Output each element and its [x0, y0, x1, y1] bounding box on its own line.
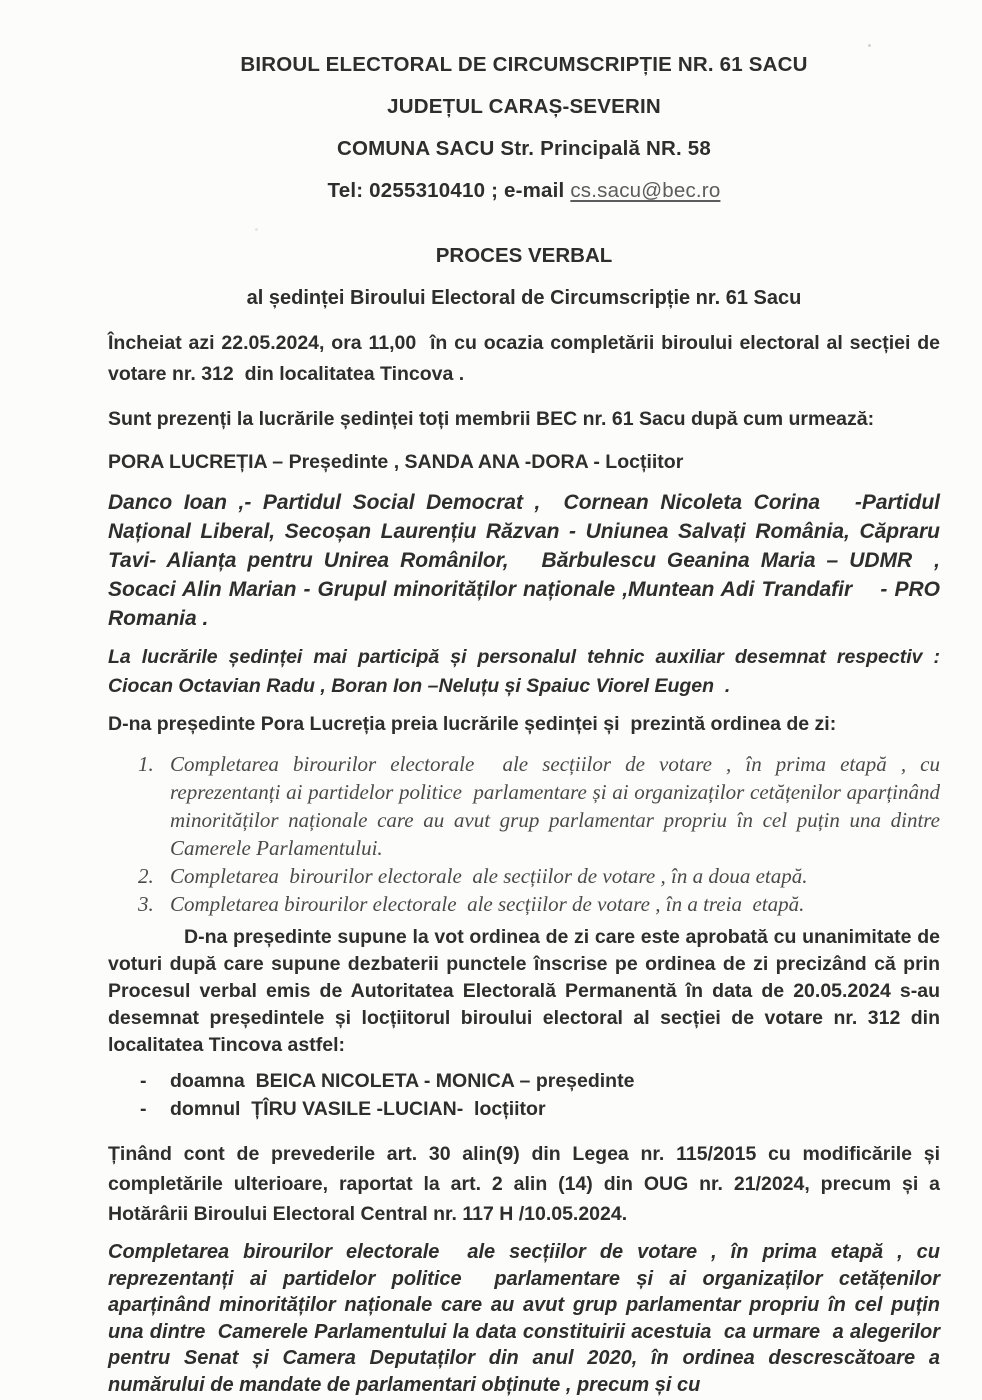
dash-bullet: -: [140, 1098, 147, 1120]
scan-speck: [255, 228, 258, 231]
designee-item: [140, 1067, 940, 1095]
paragraph-completare-final: Completarea birourilor electorale ale secțiilor de votare , în prima etapă , cu reprezentanți ai partidelor politice parlamentare și ai organizaților cetățenilor aparținând minorităților naționale care au avut grup parlamentar propriu în cel puțin una dintre Camerele Parlamentului la data constituirii acestuia ca urmare a alegerilor pentru Senat și Camera Deputaților din anul 2020, în ordinea descrescătoare a numărului de mandate de parlamentari obținute , precum și cu: [108, 1241, 946, 1396]
designee-list: [108, 1067, 940, 1123]
org-name: BIROUL ELECTORAL DE CIRCUMSCRIPȚIE NR. 61 SACU: [240, 53, 808, 76]
address-line: COMUNA SACU Str. Principală NR. 58: [337, 137, 711, 160]
paragraph-conducere: PORA LUCREȚIA – Președinte , SANDA ANA -DORA - Locțiitor: [108, 451, 684, 473]
designee-text: doamna BEICA NICOLETA - MONICA – președinte: [170, 1070, 635, 1092]
agenda-item-number: 2.: [138, 864, 154, 888]
paragraph-temei-legal: Ținând cont de prevederile art. 30 alin(9) din Legea nr. 115/2015 cu modificările și completările ulterioare, raportat la art. 2 alin (14) din OUG nr. 21/2024, precum și a Hotărârii Biroului Electoral Central nr. 117 H /10.05.2024.: [108, 1143, 946, 1225]
paragraph-supune-la-vot: D-na președinte supune la vot ordinea de zi care este aprobată cu unanimitate de voturi după care supune dezbaterii punctele înscrise pe ordinea de zi precizând că prin Procesul verbal emis de Autoritatea Electorală Permanentă în data de 20.05.2024 s-au desemnat președintele și locțiitorul biroului electoral al secției de votare nr. 312 din localitatea Tincova astfel:: [108, 926, 946, 1056]
agenda-list: [108, 750, 951, 918]
phone-label: Tel: 0255310410 ; e-mail: [327, 179, 571, 202]
letterhead: [108, 44, 940, 212]
agenda-item: [138, 750, 951, 862]
document-subtitle: al ședinței Biroului Electoral de Circumscripție nr. 61 Sacu: [246, 287, 802, 309]
designee-item: [140, 1095, 940, 1123]
paragraph-personal-tehnic: La lucrările ședinței mai participă și personalul tehnic auxiliar desemnat respectiv : Ciocan Octavian Radu , Boran Ion –Neluțu și Spaiuc Viorel Eugen .: [108, 646, 946, 697]
contact-line: [108, 170, 940, 212]
agenda-item-number: 3.: [138, 892, 154, 916]
paragraph-ordinea-de-zi: D-na președinte Pora Lucreția preia lucrările ședinței și prezintă ordinea de zi:: [108, 713, 837, 735]
county-line: JUDEȚUL CARAȘ-SEVERIN: [387, 95, 661, 118]
email-link[interactable]: cs.sacu@bec.ro: [570, 179, 721, 202]
agenda-item-text: Completarea birourilor electorale ale secțiilor de votare , în prima etapă , cu reprezentanți ai partidelor politice parlamentare și ai organizaților cetățenilor aparținând minorităților naționale care au avut grup parlamentar propriu în cel puțin una dintre Camerele Parlamentului.: [170, 752, 951, 860]
agenda-item-text: Completarea birourilor electorale ale secțiilor de votare , în a treia etapă.: [170, 892, 805, 916]
designee-text: domnul ȚÎRU VASILE -LUCIAN- locțiitor: [170, 1098, 546, 1120]
agenda-item-number: 1.: [138, 752, 154, 776]
agenda-item: [138, 862, 940, 890]
agenda-item-text: Completarea birourilor electorale ale secțiilor de votare , în a doua etapă.: [170, 864, 808, 888]
paragraph-incheiat: Încheiat azi 22.05.2024, ora 11,00 în cu ocazia completării biroului electoral al secției de votare nr. 312 din localitatea Tincova .: [108, 332, 946, 385]
dash-bullet: -: [140, 1070, 147, 1092]
paragraph-prezenti: Sunt prezenți la lucrările ședinței toți membrii BEC nr. 61 Sacu după cum urmează:: [108, 408, 875, 430]
paragraph-membri-partide: Danco Ioan ,- Partidul Social Democrat , Cornean Nicoleta Corina -Partidul Național Liberal, Secoșan Laurențiu Răzvan - Uniunea Salvați România, Căpraru Tavi- Alianța pentru Unirea Românilor, Bărbulescu Geanina Maria – UDMR , Socaci Alin Marian - Grupul minorităților naționale ,Muntean Adi Trandafir - PRO Romania .: [108, 491, 946, 630]
scan-speck: [868, 44, 871, 47]
document-title: PROCES VERBAL: [435, 244, 613, 267]
agenda-item: [138, 890, 940, 918]
